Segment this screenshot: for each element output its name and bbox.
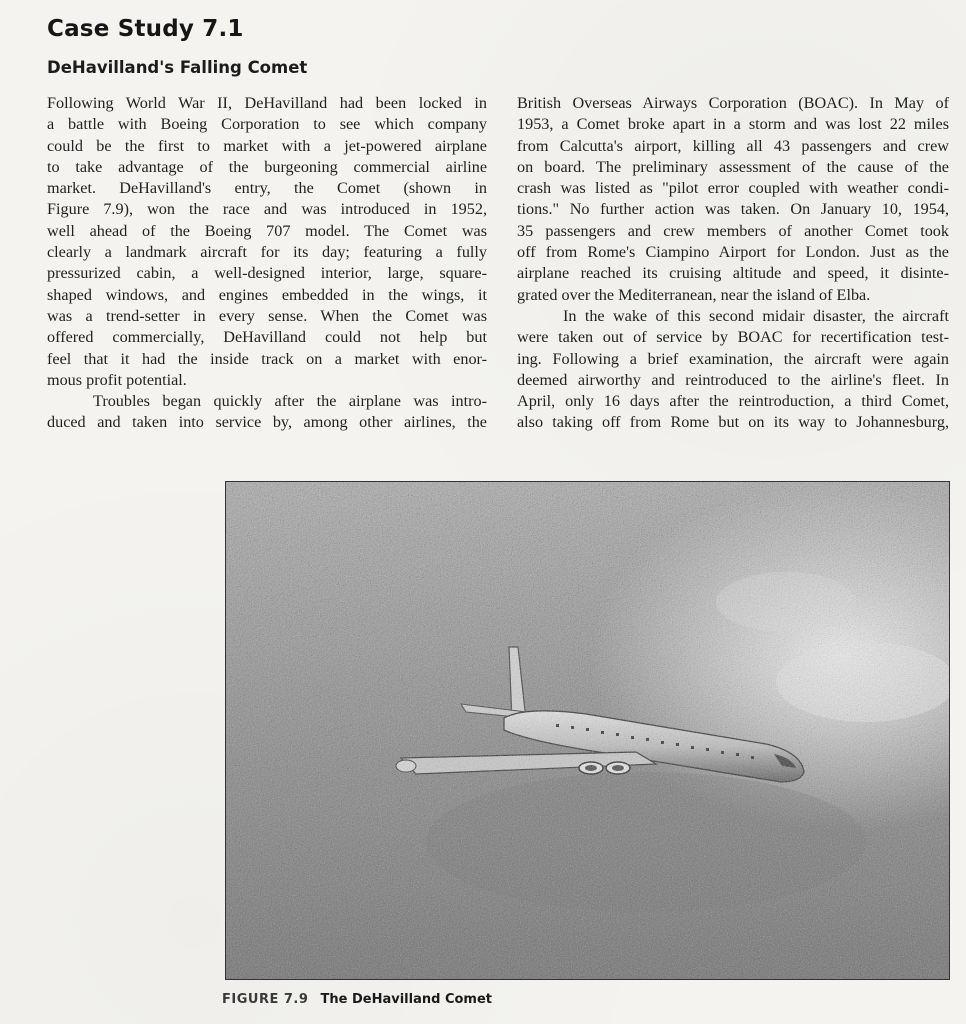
- text-line: off from Rome's Ciampino Airport for London. Just as the: [517, 243, 949, 262]
- text-line: shaped windows, and engines embedded in the wings, it: [47, 285, 487, 304]
- text-line: ing. Following a brief examination, the aircraft were again: [517, 349, 949, 368]
- text-line: Following World War II, DeHavilland had been locked in: [47, 94, 487, 112]
- text-line: April, only 16 days after the reintroduction, a third Comet,: [517, 392, 949, 411]
- figure-title: The DeHavilland Comet: [320, 992, 493, 1007]
- text-line: from Calcutta's airport, killing all 43 passengers and crew: [517, 136, 949, 155]
- text-line: market. DeHavilland's entry, the Comet (shown in: [47, 179, 487, 198]
- text-line: pressurized cabin, a well-designed interior, large, square-: [47, 264, 487, 283]
- text-line: clearly a landmark aircraft for its day; featuring a fully: [47, 243, 487, 262]
- text-line: mous profit potential.: [47, 370, 187, 389]
- text-line: duced and taken into service by, among other airlines, the: [47, 413, 487, 432]
- text-line: deemed airworthy and reintroduced to the airline's fleet. In: [517, 370, 949, 389]
- text-line: on board. The preliminary assessment of the cause of the: [517, 157, 949, 176]
- text-line: was a trend-setter in every sense. When the Comet was: [47, 306, 487, 325]
- text-line: Troubles began quickly after the airplane was intro-: [93, 392, 487, 411]
- text-line: grated over the Mediterranean, near the island of Elba.: [517, 285, 871, 304]
- text-line: were taken out of service by BOAC for recertification test-: [517, 328, 949, 347]
- text-line: British Overseas Airways Corporation (BOAC). In May of: [517, 94, 949, 112]
- text-line: could be the first to market with a jet-powered airplane: [47, 136, 487, 155]
- text-line: offered commercially, DeHavilland could not help but: [47, 328, 487, 347]
- figure-caption: [222, 992, 492, 1007]
- text-line: feel that it had the inside track on a market with enor-: [47, 349, 487, 368]
- text-line: 35 passengers and crew members of another Comet took: [517, 221, 949, 240]
- text-line: also taking off from Rome but on its way to Johannesburg,: [517, 413, 949, 432]
- text-line: airplane reached its cruising altitude and speed, it disinte-: [517, 264, 949, 283]
- text-line: tions." No further action was taken. On January 10, 1954,: [517, 200, 949, 219]
- case-study-subtitle: DeHavilland's Falling Comet: [47, 58, 308, 77]
- text-line: 1953, a Comet broke apart in a storm and was lost 22 miles: [517, 115, 949, 134]
- case-study-title: Case Study 7.1: [47, 16, 244, 42]
- figure-label: FIGURE 7.9: [222, 992, 309, 1007]
- comet-aircraft-photo: [225, 481, 950, 980]
- text-line: to take advantage of the burgeoning commercial airline: [47, 157, 487, 176]
- text-line: In the wake of this second midair disaster, the aircraft: [563, 306, 949, 325]
- left-text-column: [47, 93, 487, 434]
- aircraft-illustration: [226, 482, 950, 980]
- text-line: crash was listed as "pilot error coupled with weather condi-: [517, 179, 949, 198]
- text-line: Figure 7.9), won the race and was introduced in 1952,: [47, 200, 487, 219]
- right-text-column: [517, 93, 949, 434]
- text-line: well ahead of the Boeing 707 model. The Comet was: [47, 221, 487, 240]
- text-line: a battle with Boeing Corporation to see which company: [47, 115, 487, 134]
